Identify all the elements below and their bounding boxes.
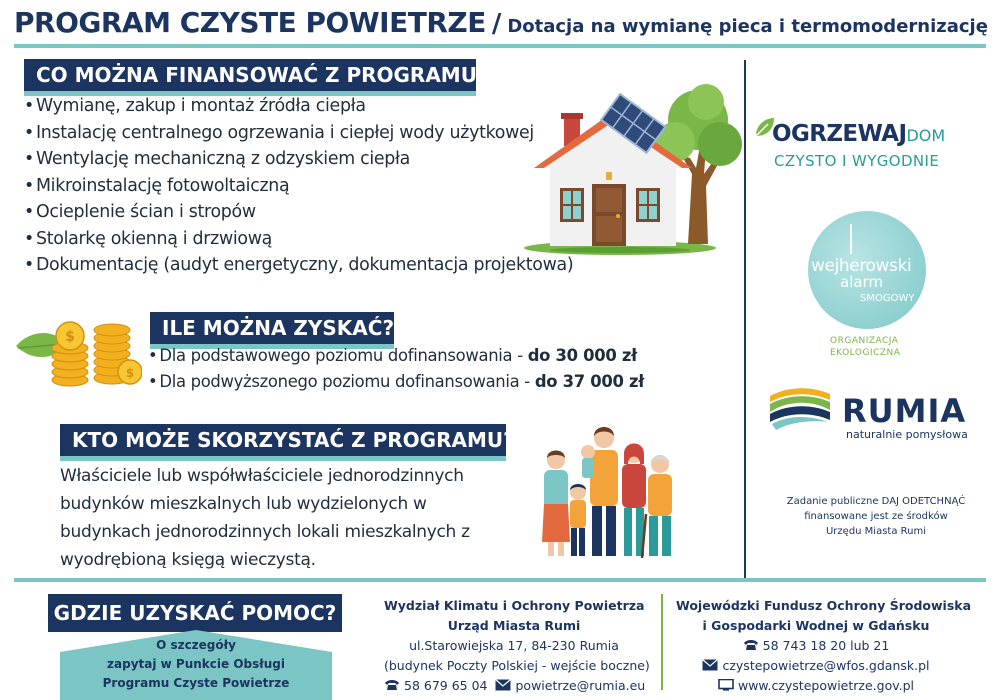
- help-line: O szczegóły: [156, 638, 236, 652]
- funding-note-line: finansowane jest ze środków: [804, 511, 948, 522]
- funding-note: [770, 494, 982, 539]
- alarm-smokestack: [850, 224, 852, 254]
- city-office-contact: [384, 596, 650, 696]
- monitor-icon: [718, 679, 734, 691]
- list-item: • Wymianę, zakup i montaż źródła ciepła: [24, 96, 573, 123]
- alarm-line-2: alarm: [840, 273, 884, 291]
- gain-text: Dla podwyższonego poziomu dofinansowania -: [159, 372, 535, 391]
- help-info: [60, 636, 332, 693]
- finance-list: [24, 96, 573, 282]
- header-rule: [14, 44, 986, 48]
- fund-web-row: [676, 676, 956, 696]
- dom-word: DOM: [906, 126, 946, 145]
- office-email-link[interactable]: powietrze@rumia.eu: [515, 678, 646, 693]
- funding-note-line: Zadanie publiczne DAJ ODETCHNĄĆ: [786, 496, 966, 507]
- fund-name: i Gospodarki Wodnej w Gdańsku: [702, 618, 930, 633]
- rumia-tagline: naturalnie pomysłowa: [846, 428, 968, 441]
- rumia-wordmark: RUMIA: [842, 392, 967, 430]
- rumia-emblem: [768, 386, 832, 436]
- office-address: ul.Starowiejska 17, 84-230 Rumia: [409, 638, 619, 653]
- gain-heading-box: [150, 312, 394, 344]
- list-item: [148, 372, 644, 398]
- who-heading-box: [60, 424, 515, 456]
- org-line-1: ORGANIZACJA: [830, 336, 899, 346]
- ogrzewaj-word: OGRZEWAJ: [772, 121, 907, 147]
- gain-heading: ILE MOŻNA ZYSKAĆ?: [162, 316, 395, 340]
- program-title: PROGRAM CZYSTE POWIETRZE: [14, 6, 486, 39]
- list-item: • Ocieplenie ścian i stropów: [24, 202, 573, 229]
- gain-amount: do 37 000 zł: [534, 372, 645, 391]
- fund-website-link[interactable]: www.czystepowietrze.gov.pl: [737, 678, 915, 693]
- fund-contact: [676, 596, 972, 696]
- list-item: • Wentylację mechaniczną z odzyskiem ciepła: [24, 149, 573, 176]
- help-heading-box: [48, 594, 342, 632]
- gain-text: Dla podstawowego poziomu dofinansowania -: [159, 346, 528, 365]
- finance-heading-box: [24, 59, 489, 91]
- svg-text:$: $: [65, 329, 75, 345]
- svg-text:$: $: [125, 366, 135, 380]
- program-subtitle: Dotacja na wymianę pieca i termomodernizację: [507, 16, 988, 37]
- column-divider: [744, 60, 746, 580]
- who-description: Właściciele lub współwłaściciele jednorodzinnych budynków mieszkalnych lub wydzielonych w budynkach jednorodzinnych lokali mieszkalnych z wyodrębioną księgą wieczystą.: [60, 466, 470, 570]
- help-line: zapytaj w Punkcie Obsługi: [107, 657, 285, 671]
- footer-rule: [14, 578, 986, 582]
- ogrzewaj-logo: [772, 121, 945, 147]
- fund-email-row: [676, 656, 956, 676]
- phone-icon: [384, 679, 400, 691]
- house-illustration: [520, 64, 742, 256]
- fund-name: Wojewódzki Fundusz Ochrony Środowiska: [676, 598, 972, 613]
- office-name: Urząd Miasta Rumi: [447, 618, 581, 633]
- org-line-2: EKOLOGICZNA: [830, 348, 901, 358]
- office-phone[interactable]: 58 679 65 04: [404, 678, 488, 693]
- help-heading: GDZIE UZYSKAĆ POMOC?: [53, 601, 337, 625]
- alarm-line-1: wejherowski: [811, 256, 912, 276]
- list-item: [148, 346, 644, 372]
- envelope-icon: [495, 679, 511, 691]
- list-item: • Dokumentację (audyt energetyczny, dokumentacja projektowa): [24, 255, 573, 282]
- funding-note-line: Urzędu Miasta Rumi: [825, 526, 927, 537]
- gain-amount: do 30 000 zł: [527, 346, 637, 365]
- list-item: • Mikroinstalację fotowoltaiczną: [24, 176, 573, 203]
- page-title: [14, 6, 988, 39]
- fund-phone-row: [676, 636, 956, 656]
- office-contact-row: [384, 676, 644, 696]
- finance-heading: CO MOŻNA FINANSOWAĆ Z PROGRAMU?: [36, 63, 489, 87]
- who-heading: KTO MOŻE SKORZYSTAĆ Z PROGRAMU?: [72, 428, 515, 452]
- phone-icon: [743, 639, 759, 651]
- help-line: Programu Czyste Powietrze: [102, 676, 290, 690]
- family-illustration: [536, 424, 676, 562]
- footer-divider: [661, 594, 663, 690]
- office-address-note: (budynek Poczty Polskiej - wejście boczne): [384, 658, 650, 673]
- fund-email-link[interactable]: czystepowietrze@wfos.gdansk.pl: [722, 658, 930, 673]
- fund-phone[interactable]: 58 743 18 20 lub 21: [762, 638, 890, 653]
- who-heading-underline: [60, 456, 506, 461]
- list-item: • Instalację centralnego ogrzewania i ciepłej wody użytkowej: [24, 123, 573, 150]
- coins-illustration: [12, 308, 142, 390]
- envelope-icon: [702, 659, 718, 671]
- alarm-line-3: SMOGOWY: [860, 293, 915, 304]
- office-name: Wydział Klimatu i Ochrony Powietrza: [384, 598, 645, 613]
- ogrzewaj-tagline: CZYSTO I WYGODNIE: [774, 152, 940, 170]
- title-slash: /: [491, 9, 502, 39]
- gain-list: [148, 346, 644, 398]
- list-item: • Stolarkę okienną i drzwiową: [24, 229, 573, 256]
